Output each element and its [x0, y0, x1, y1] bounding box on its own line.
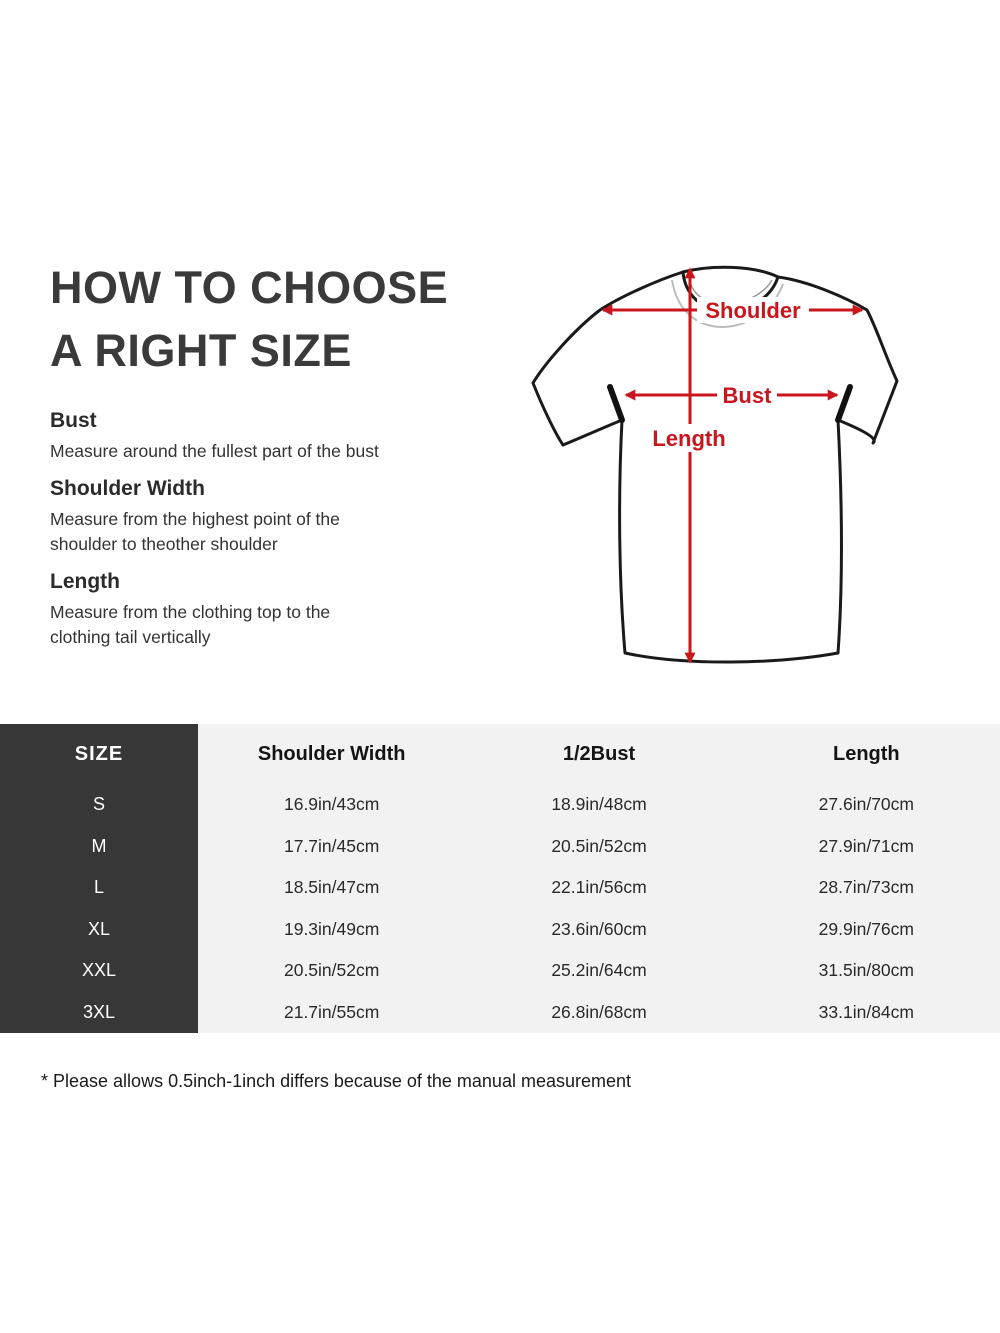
size-label-l: L [0, 867, 198, 909]
xl-length: 29.9in/76cm [733, 909, 1000, 951]
measure-section-length [50, 570, 500, 650]
size-label-xxl: XXL [0, 950, 198, 992]
size-label-3xl: 3XL [0, 992, 198, 1034]
s-shoulder-width: 16.9in/43cm [198, 784, 465, 826]
measure-section-shoulder [50, 477, 500, 557]
shoulder-instruction-line2: shoulder to theother shoulder [50, 534, 278, 554]
shoulder-instruction-line1: Measure from the highest point of the [50, 509, 340, 529]
m-shoulder-width: 17.7in/45cm [198, 826, 465, 868]
length-arrow-label: Length [652, 426, 726, 451]
bust-heading: Bust [50, 409, 97, 432]
xxl-shoulder-width: 20.5in/52cm [198, 950, 465, 992]
size-label-m: M [0, 826, 198, 868]
size-table-header-size: SIZE [0, 724, 198, 784]
xl-shoulder-width: 19.3in/49cm [198, 909, 465, 951]
3xl-length: 33.1in/84cm [733, 992, 1000, 1034]
page-title-line1: HOW TO CHOOSE [50, 262, 449, 313]
size-label-xl: XL [0, 909, 198, 951]
xxl-length: 31.5in/80cm [733, 950, 1000, 992]
3xl-shoulder-width: 21.7in/55cm [198, 992, 465, 1034]
length-heading: Length [50, 570, 120, 593]
size-table-header-length: Length [733, 724, 1000, 784]
page-title-line2: A RIGHT SIZE [50, 325, 352, 376]
m-length: 27.9in/71cm [733, 826, 1000, 868]
size-table-header-half-bust: 1/2Bust [465, 724, 732, 784]
page-title [50, 256, 500, 382]
intro-block [50, 256, 500, 663]
measure-section-bust [50, 409, 500, 464]
xxl-half-bust: 25.2in/64cm [465, 950, 732, 992]
size-table-header-shoulder-width: Shoulder Width [198, 724, 465, 784]
l-half-bust: 22.1in/56cm [465, 867, 732, 909]
shoulder-heading: Shoulder Width [50, 477, 205, 500]
3xl-half-bust: 26.8in/68cm [465, 992, 732, 1034]
l-length: 28.7in/73cm [733, 867, 1000, 909]
bust-arrow-label: Bust [722, 383, 772, 408]
bust-instruction: Measure around the fullest part of the bust [50, 441, 379, 461]
xl-half-bust: 23.6in/60cm [465, 909, 732, 951]
shoulder-arrow-label: Shoulder [705, 298, 801, 323]
length-instruction-line2: clothing tail vertically [50, 627, 211, 647]
s-half-bust: 18.9in/48cm [465, 784, 732, 826]
s-length: 27.6in/70cm [733, 784, 1000, 826]
size-label-s: S [0, 784, 198, 826]
measurement-disclaimer: * Please allows 0.5inch-1inch differs because of the manual measurement [41, 1071, 632, 1091]
length-instruction-line1: Measure from the clothing top to the [50, 602, 331, 622]
l-shoulder-width: 18.5in/47cm [198, 867, 465, 909]
size-table [0, 724, 1000, 1033]
m-half-bust: 20.5in/52cm [465, 826, 732, 868]
tshirt-measurement-diagram [525, 253, 905, 673]
